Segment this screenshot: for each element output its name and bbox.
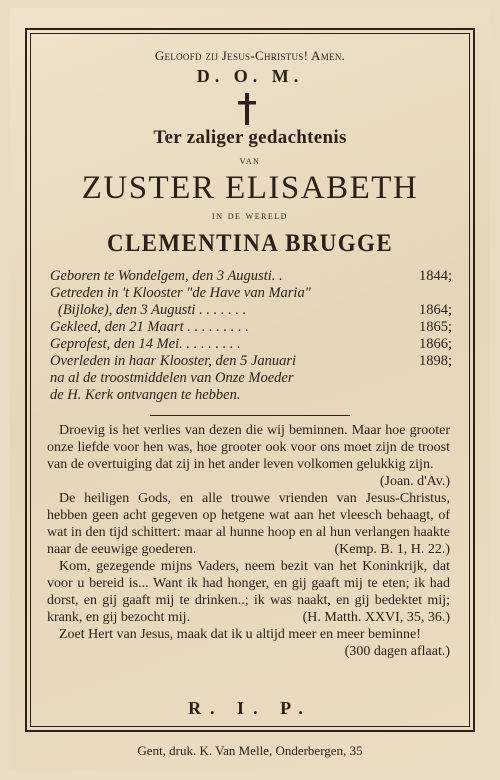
event-entry-text-2: (Bijloke), den 3 Augusti . . . . . . . <box>58 302 247 318</box>
quote-source: (Joan. d'Av.) <box>379 474 450 489</box>
event-birth <box>50 268 452 285</box>
event-death-year: 1898; <box>418 353 452 369</box>
prose-block <box>47 422 450 660</box>
event-clothing <box>50 319 452 336</box>
quote-source: (Kemp. B. 1, H. 22.) <box>334 542 450 557</box>
quote-text: Droevig is het verlies van dezen die wij beminnen. Maar hoe grooter onze liefde voor hen was, hoe grooter ook voor ons moet zijn de troost van de overtuiging dat zij in het ander leven volkomen gelukkig zijn. <box>47 423 450 472</box>
in-the-world-label: in de wereld <box>212 210 288 222</box>
event-entry <box>50 285 452 319</box>
event-clothing-text: Gekleed, den 21 Maart . . . . . . . . . <box>50 319 249 335</box>
event-profession <box>50 336 452 353</box>
quote-paragraph <box>47 422 450 489</box>
van-label: van <box>239 155 261 167</box>
event-death-text-3: de H. Kerk ontvangen te hebben. <box>50 387 241 403</box>
event-entry-text: Getreden in 't Klooster "de Have van Maria" <box>50 285 311 301</box>
quote-paragraph <box>47 490 450 558</box>
quote-text: De heiligen Gods, en alle trouwe vrienden van Jesus-Christus, hebben geen acht gegeven op hetgene wat aan het vleesch behaagt, of wat in den tijd schittert: maar al hunne hoop en al hun verlangen haakte naar de eeuwige goederen. <box>47 491 450 557</box>
memorial-intro: Ter zaliger gedachtenis <box>153 127 347 148</box>
event-birth-text: Geboren te Wondelgem, den 3 Augusti. . <box>50 268 283 284</box>
event-death <box>50 353 452 404</box>
event-entry-year: 1864; <box>418 302 452 318</box>
quote-source: (H. Matth. XXVI, 35, 36.) <box>302 610 450 625</box>
birth-name: CLEMENTINA BRUGGE <box>106 230 394 257</box>
event-birth-year: 1844; <box>418 268 452 284</box>
quote-text: Zoet Hert van Jesus, maak dat ik u altijd meer en meer beminne! <box>59 627 421 642</box>
quote-text: Kom, gezegende mijns Vaders, neem bezit van het Koninkrijk, dat voor u bereid is... Want ik had honger, en gij gaaft mij te eten; ik had dorst, en gij gaaft mij te drinken..; ik was naakt, en gij bedektet mij; krank, en gij bezocht mij. <box>47 559 450 625</box>
dom-heading: D. O. M. <box>196 66 304 86</box>
religious-name: ZUSTER ELISABETH <box>81 170 419 206</box>
event-death-text-2: na al de troostmiddelen van Onze Moeder <box>50 370 294 386</box>
latin-cross-icon <box>236 93 258 125</box>
event-death-text: Overleden in haar Klooster, den 5 Januari <box>50 353 297 369</box>
pious-line: Geloofd zij Jesus-Christus! Amen. <box>154 48 346 63</box>
divider <box>150 415 350 416</box>
event-profession-year: 1866; <box>418 336 452 352</box>
quote-source: (300 dagen aflaat.) <box>344 644 450 659</box>
quote-paragraph <box>47 626 450 659</box>
event-profession-text: Geprofest, den 14 Mei. . . . . . . . . <box>50 336 241 352</box>
quote-paragraph <box>47 558 450 626</box>
printer-line: Gent, druk. K. Van Melle, Onderbergen, 35 <box>137 743 363 758</box>
rip-heading: R. I. P. <box>188 698 312 718</box>
event-clothing-year: 1865; <box>418 319 452 335</box>
